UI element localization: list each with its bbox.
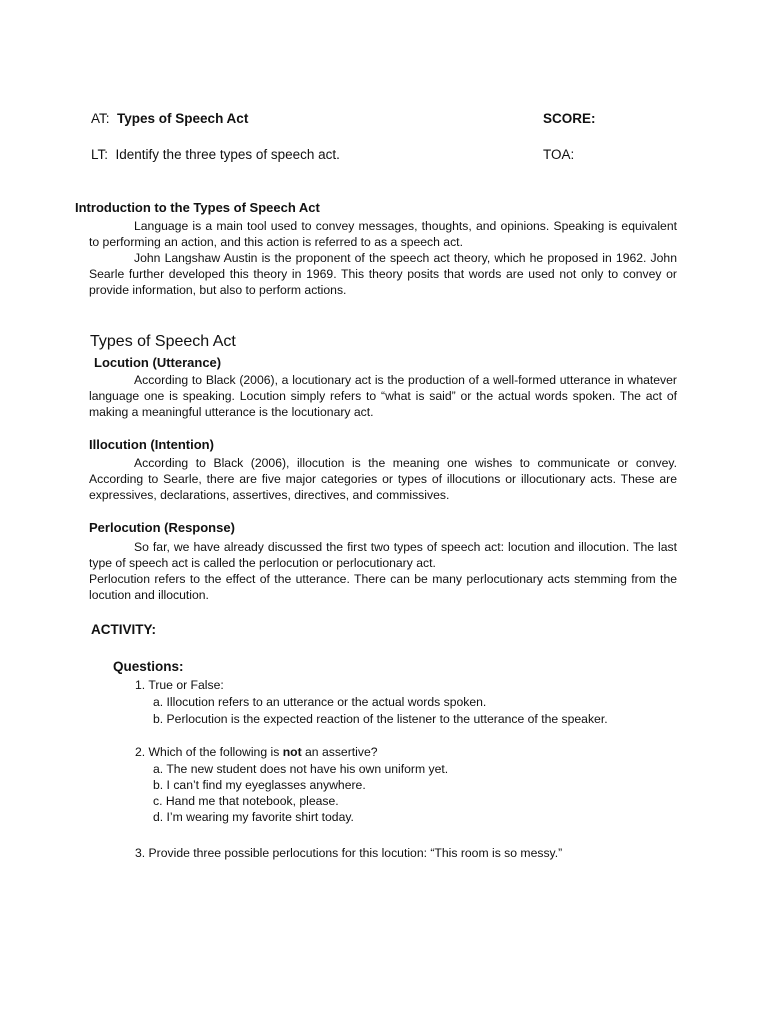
question-2-option-b: b. I can’t find my eyeglasses anywhere.	[153, 778, 366, 792]
question-2-prefix: 2. Which of the following is	[135, 745, 283, 759]
perlocution-heading: Perlocution (Response)	[89, 520, 235, 535]
perlocution-paragraph-1: So far, we have already discussed the first two types of speech act: locution and illocution. The last type of speech act is called the perlocution or perlocutionary act.	[89, 540, 677, 571]
illocution-paragraph: According to Black (2006), illocution is the meaning one wishes to communicate or convey. According to Searle, there are five major categories or types of illocutions or illocutionary acts. These are expressives, declarations, assertives, directives, and commissives.	[89, 456, 677, 503]
question-2	[135, 744, 378, 760]
perlocution-paragraph-2: Perlocution refers to the effect of the utterance. There can be many perlocutionary acts stemming from the locution and illocution.	[89, 572, 677, 603]
illocution-heading: Illocution (Intention)	[89, 437, 214, 452]
question-2-suffix: an assertive?	[301, 745, 378, 759]
question-1-option-a: a. Illocution refers to an utterance or the actual words spoken.	[153, 695, 487, 709]
activity-heading: ACTIVITY:	[91, 622, 156, 637]
question-2-option-d: d. I’m wearing my favorite shirt today.	[153, 810, 354, 824]
locution-heading: Locution (Utterance)	[94, 355, 222, 370]
question-1: 1. True or False:	[135, 678, 224, 692]
toa-label: TOA:	[543, 147, 575, 162]
question-1-option-b: b. Perlocution is the expected reaction of the listener to the utterance of the speaker.	[153, 712, 608, 726]
question-3: 3. Provide three possible perlocutions for this locution: “This room is so messy.”	[135, 846, 563, 860]
score-label: SCORE:	[543, 111, 596, 126]
lt-label: LT:	[91, 147, 109, 162]
at-line	[91, 111, 248, 127]
lt-text: Identify the three types of speech act.	[115, 147, 340, 162]
intro-paragraph-1: Language is a main tool used to convey messages, thoughts, and opinions. Speaking is equivalent to performing an action, and this action is referred to as a speech act.	[89, 219, 677, 250]
intro-paragraph-2: John Langshaw Austin is the proponent of the speech act theory, which he proposed in 1962. John Searle further developed this theory in 1969. This theory posits that words are used not only to convey or provide information, but also to perform actions.	[89, 251, 677, 298]
intro-heading: Introduction to the Types of Speech Act	[75, 200, 320, 215]
at-title: Types of Speech Act	[117, 111, 249, 126]
at-label: AT:	[91, 111, 110, 126]
question-2-option-a: a. The new student does not have his own uniform yet.	[153, 762, 449, 776]
questions-heading: Questions:	[113, 659, 184, 674]
question-2-emphasis: not	[282, 745, 302, 759]
lt-line	[91, 147, 340, 163]
question-2-option-c: c. Hand me that notebook, please.	[153, 794, 339, 808]
locution-paragraph: According to Black (2006), a locutionary act is the production of a well-formed utterance in whatever language one is speaking. Locution simply refers to “what is said” or the actual words spoken. The act of making a meaningful utterance is the locutionary act.	[89, 373, 677, 420]
types-heading: Types of Speech Act	[90, 333, 236, 350]
